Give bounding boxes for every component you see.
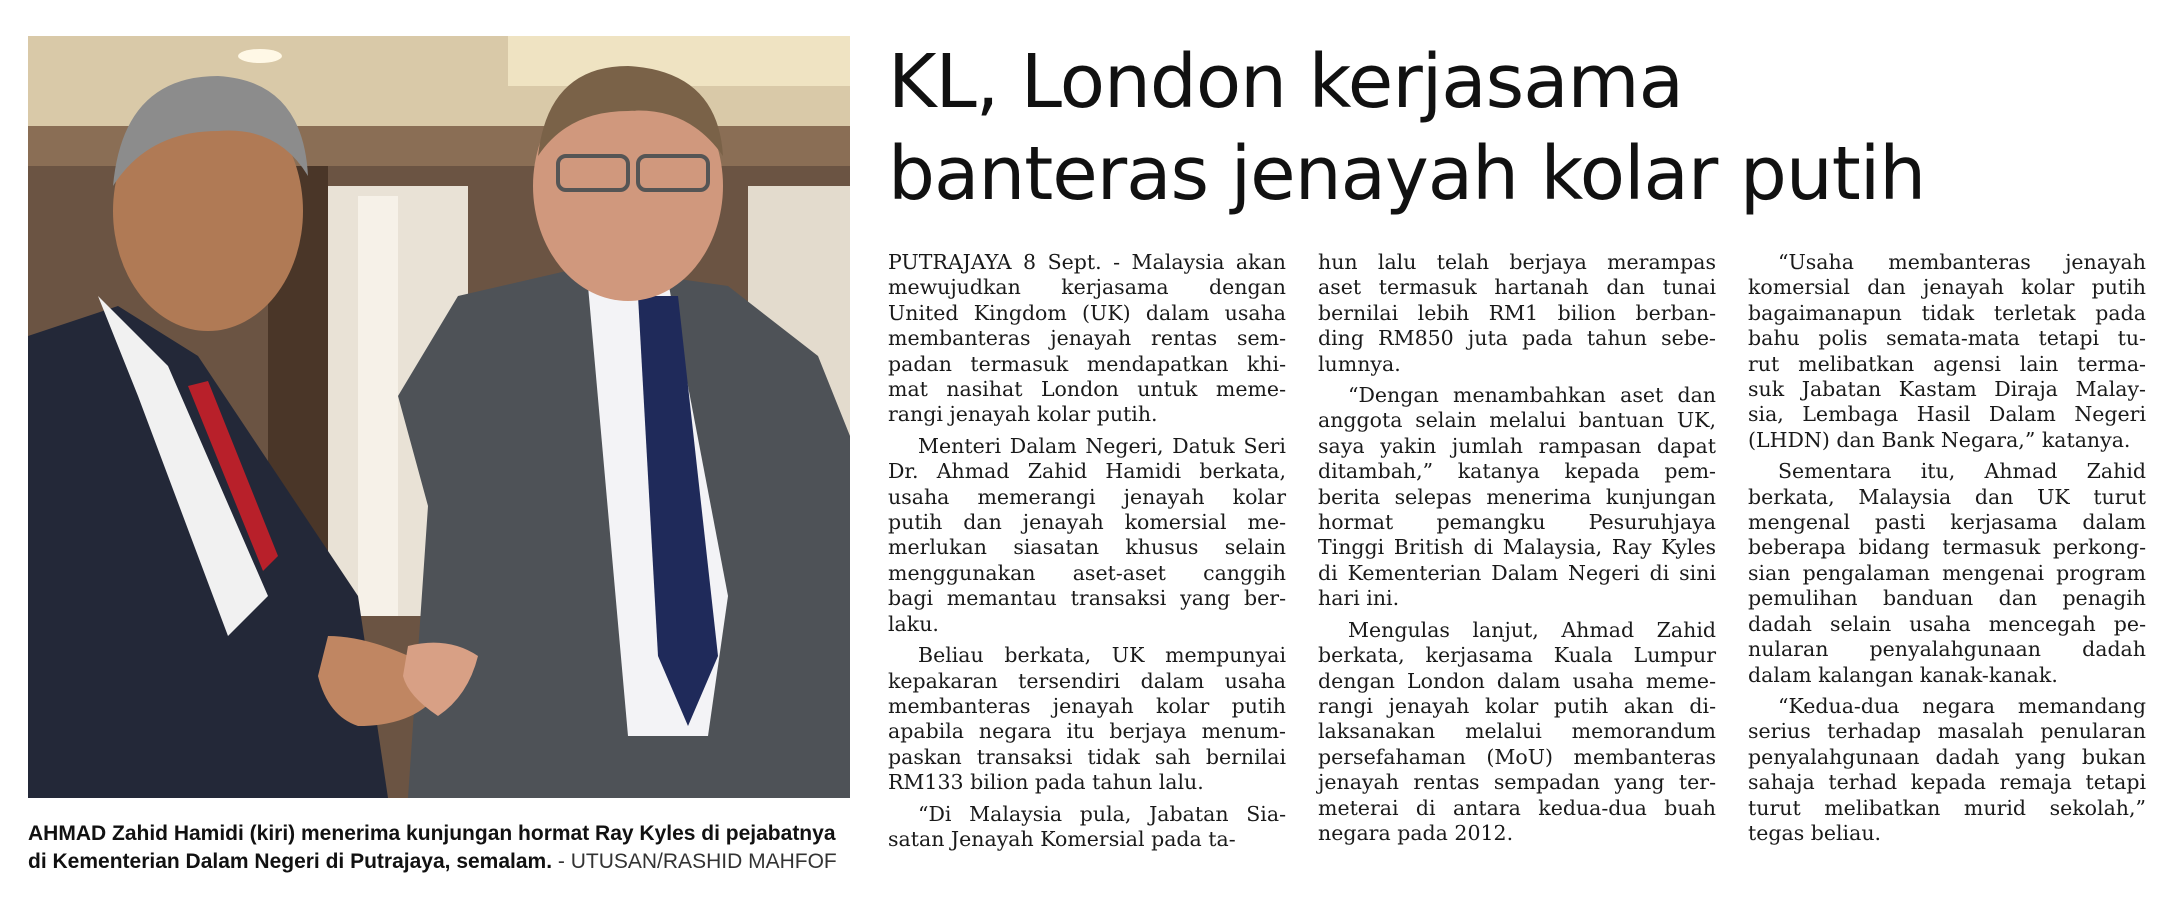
article-line: negara pada 2012. <box>1318 820 1514 845</box>
article-line: dengan London dalam usaha meme- <box>1318 668 1716 693</box>
article-line: kepakaran tersendiri dalam usaha <box>888 668 1286 693</box>
article-line: meterai di antara kedua-dua buah <box>1318 795 1716 820</box>
article-line: aset termasuk hartanah dan tunai <box>1318 275 1716 300</box>
article-line: hormat pemangku Pesuruhjaya <box>1318 510 1716 535</box>
article-line: berita selepas menerima kunjungan <box>1318 484 1716 509</box>
article-line: lumnya. <box>1318 351 1401 376</box>
article-line: “Usaha membanteras jenayah <box>1778 250 2146 274</box>
article-line: RM133 bilion pada tahun lalu. <box>888 770 1204 795</box>
headline-line-1: KL, London kerjasama <box>888 39 1683 125</box>
article-line: putih dan jenayah komersial me- <box>888 510 1286 535</box>
article-line: bagaimanapun tidak terletak pada <box>1748 300 2146 325</box>
article-line: rangi jenayah kolar putih. <box>888 402 1158 427</box>
article-column-3 <box>1748 250 2146 846</box>
article-line: bahu polis semata-mata tetapi tu- <box>1748 326 2146 351</box>
article-line: berkata, Malaysia dan UK turut <box>1748 484 2146 509</box>
photo-caption <box>28 820 858 876</box>
article-line: pemulihan banduan dan penagih <box>1748 586 2146 611</box>
article-line: “Kedua-dua negara memandang <box>1778 693 2146 718</box>
article-line: saya yakin jumlah rampasan dapat <box>1318 433 1716 458</box>
article-line: serius terhadap masalah penularan <box>1748 719 2146 744</box>
caption-text: AHMAD Zahid Hamidi (kiri) menerima kunjungan hormat Ray Kyles di pejabatnya di Kementerian Dalam Negeri di Putrajaya, semalam. <box>28 822 836 873</box>
article-line: penyalahgunaan dadah yang bukan <box>1748 744 2146 769</box>
article-column-1 <box>888 250 1286 852</box>
article-line: beberapa bidang termasuk perkong- <box>1748 535 2146 560</box>
article-line: apabila negara itu berjaya menum- <box>888 719 1286 744</box>
article-line: persefahaman (MoU) membanteras <box>1318 744 1716 769</box>
article-line: bagi memantau transaksi yang ber- <box>888 586 1286 611</box>
article-line: membanteras jenayah rentas sem- <box>888 326 1286 351</box>
article-line: jenayah rentas sempadan yang ter- <box>1318 770 1716 795</box>
article-line: rangi jenayah kolar putih akan di- <box>1318 693 1716 718</box>
article-line: sia, Lembaga Hasil Dalam Negeri <box>1748 402 2146 427</box>
handshake-photo-illustration <box>28 36 850 798</box>
caption-credit: - UTUSAN/RASHID MAHFOF <box>557 850 837 873</box>
article-line: Beliau berkata, UK mempunyai <box>918 643 1286 668</box>
article-line: hari ini. <box>1318 586 1400 611</box>
article-line: Dr. Ahmad Zahid Hamidi berkata, <box>888 459 1286 484</box>
article-line: rut melibatkan agensi lain terma- <box>1748 351 2146 376</box>
article-line: turut melibatkan murid sekolah,” <box>1748 795 2146 820</box>
article-line: di Kementerian Dalam Negeri di sini <box>1318 560 1716 585</box>
article-line: komersial dan jenayah kolar putih <box>1748 275 2146 300</box>
article-line: laku. <box>888 611 939 636</box>
article-line: “Di Malaysia pula, Jabatan Sia- <box>918 801 1286 826</box>
article-line: Mengulas lanjut, Ahmad Zahid <box>1348 617 1716 642</box>
article-line: United Kingdom (UK) dalam usaha <box>888 300 1286 325</box>
article-line: mat nasihat London untuk meme- <box>888 377 1286 402</box>
article-line: ditambah,” katanya kepada pem- <box>1318 459 1716 484</box>
article-line: mewujudkan kerjasama dengan <box>888 275 1286 300</box>
article-line: satan Jenayah Komersial pada ta- <box>888 826 1236 851</box>
article-line: berkata, kerjasama Kuala Lumpur <box>1318 643 1716 668</box>
article-line: Tinggi British di Malaysia, Ray Kyles <box>1318 535 1716 560</box>
article-line: merlukan siasatan khusus selain <box>888 535 1286 560</box>
article-line: padan termasuk mendapatkan khi- <box>888 351 1286 376</box>
article-line: ding RM850 juta pada tahun sebe- <box>1318 326 1716 351</box>
article-line: Sementara itu, Ahmad Zahid <box>1778 459 2146 484</box>
article-line: usaha memerangi jenayah kolar <box>888 484 1286 509</box>
article-line: dalam kalangan kanak-kanak. <box>1748 662 2058 687</box>
headline-line-2: banteras jenayah kolar putih <box>888 131 1926 217</box>
article-column-2 <box>1318 250 1716 846</box>
article-line: nularan penyalahgunaan dadah <box>1748 637 2146 662</box>
article-line: sian pengalaman mengenai program <box>1748 560 2146 585</box>
article-line: tegas beliau. <box>1748 820 1882 845</box>
article-line: hun lalu telah berjaya merampas <box>1318 250 1716 274</box>
article-line: menggunakan aset-aset canggih <box>888 560 1286 585</box>
article-line: (LHDN) dan Bank Negara,” katanya. <box>1748 427 2131 452</box>
article-line: mengenal pasti kerjasama dalam <box>1748 510 2146 535</box>
article-line: membanteras jenayah kolar putih <box>888 693 1286 718</box>
article-line: Menteri Dalam Negeri, Datuk Seri <box>918 433 1286 458</box>
article-line: PUTRAJAYA 8 Sept. - Malaysia akan <box>888 250 1286 274</box>
article-line: sahaja terhad kepada remaja tetapi <box>1748 770 2146 795</box>
article-headline <box>888 36 2158 220</box>
article-line: anggota selain melalui bantuan UK, <box>1318 408 1716 433</box>
article-line: suk Jabatan Kastam Diraja Malay- <box>1748 377 2146 402</box>
article-line: laksanakan melalui memorandum <box>1318 719 1716 744</box>
article-line: bernilai lebih RM1 bilion berban- <box>1318 300 1716 325</box>
article-line: dadah selain usaha mencegah pe- <box>1748 611 2146 636</box>
article-line: “Dengan menambahkan aset dan <box>1348 383 1716 408</box>
article-line: paskan transaksi tidak sah bernilai <box>888 744 1286 769</box>
news-photo-handshake <box>28 36 850 798</box>
